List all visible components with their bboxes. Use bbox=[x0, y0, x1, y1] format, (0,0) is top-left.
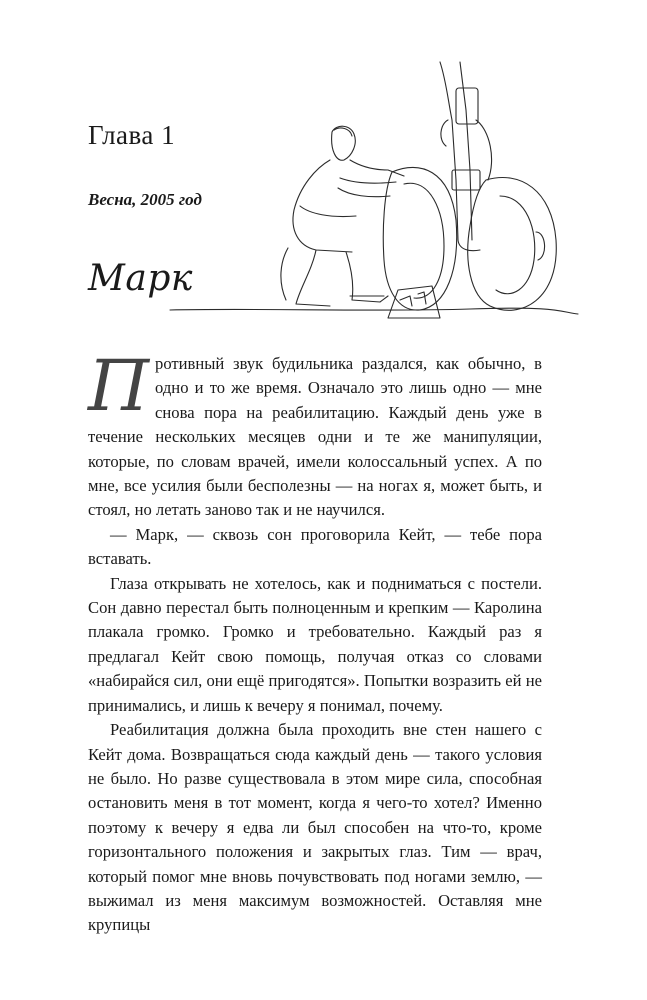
paragraph: — Марк, — сквозь сон проговорила Кейт, — тебе пора вставать. bbox=[88, 524, 542, 569]
drop-cap: П bbox=[88, 345, 150, 427]
chapter-body bbox=[88, 345, 542, 938]
chapter-title: Глава 1 bbox=[88, 120, 176, 150]
paragraph: Глаза открывать не хотелось, как и подниматься с постели. Сон давно перестал быть полноценным и крепким — Каролина плакала громко. Громко и требовательно. Каждый раз я предлагал Кейт свою помощь, получая отказ со словами «набирайся сил, они ещё пригодятся». Попытки возразить ей не принимались, и лишь к вечеру я понимал, почему. bbox=[88, 573, 542, 715]
airplane-wheel-illustration bbox=[0, 0, 647, 360]
narrator-name: Марк bbox=[88, 258, 193, 299]
paragraph-text: ротивный звук будильника раздался, как обычно, в одно и то же время. Означало это лишь одно — мне снова пора на реабилитацию. Каждый день уже в течение нескольких месяцев одни и те же манипуляции, которые, по словам врачей, имели колоссальный успех. А по мне, все усилия были бесполезны — на ногах я, может быть, и стоял, но летать заново так и не научился. bbox=[88, 354, 542, 520]
paragraph: Реабилитация должна была проходить вне стен нашего с Кейт дома. Возвращаться сюда каждый день — такого условия не было. Но разве существовала в этом мире сила, способная остановить меня в тот момент, когда я чего-то хотел? Именно поэтому к вечеру я едва ли был способен на что-то, кроме горизонтального положения и закрытых глаз. Тим — врач, который помог мне вновь почувствовать под ногами землю, — выжимал из меня максимум возможностей. Оставляя мне крупицы bbox=[88, 720, 542, 935]
paragraph bbox=[88, 345, 542, 523]
chapter-date: Весна, 2005 год bbox=[88, 190, 202, 209]
